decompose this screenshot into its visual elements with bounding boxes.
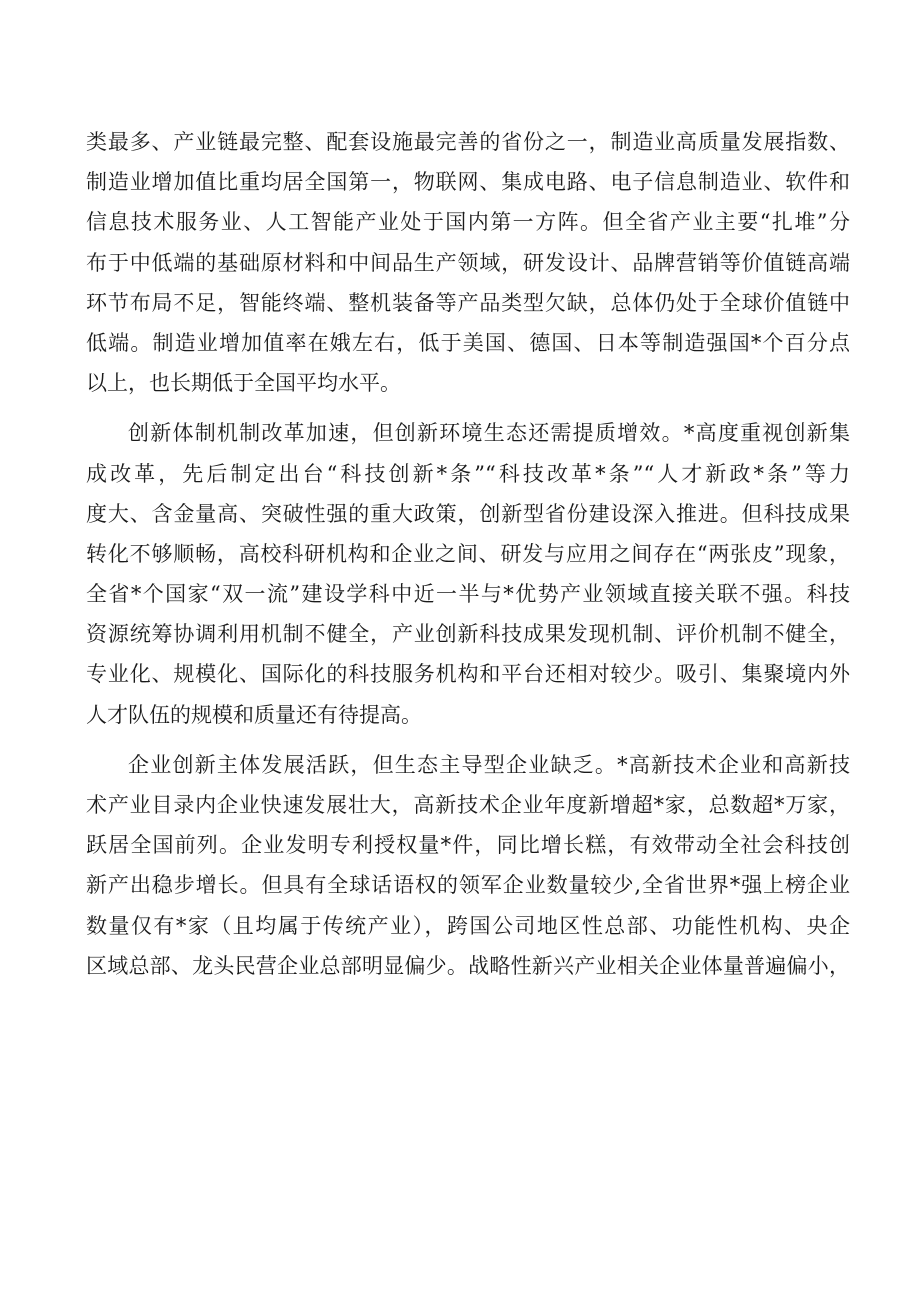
text-line: 术产业目录内企业快速发展壮大，高新技术企业年度新增超*家，总数超*万家， bbox=[86, 793, 850, 817]
text-line: 专业化、规模化、国际化的科技服务机构和平台还相对较少。吸引、集聚境内外 bbox=[86, 662, 850, 687]
paragraph bbox=[86, 745, 850, 986]
text-line: 布于中低端的基础原材料和中间品生产领域，研发设计、品牌营销等价值链高端 bbox=[86, 250, 850, 275]
document-body bbox=[86, 122, 850, 986]
text-line: 度大、含金量高、突破性强的重大政策，创新型省份建设深入推进。但科技成果 bbox=[86, 501, 850, 526]
text-line: 跃居全国前列。企业发明专利授权量*件，同比增长糕，有效带动全社会科技创 bbox=[86, 833, 850, 858]
text-line: 创新体制机制改革加速，但创新环境生态还需提质增效。*高度重视创新集 bbox=[128, 421, 850, 446]
text-line: 类最多、产业链最完整、配套设施最完善的省份之一，制造业高质量发展指数、 bbox=[86, 130, 850, 154]
text-line: 人才队伍的规模和质量还有待提高。 bbox=[86, 702, 422, 727]
text-line: 全省*个国家“双一流”建设学科中近一半与*优势产业领域直接关联不强。科技 bbox=[86, 582, 850, 607]
text-line: 信息技术服务业、人工智能产业处于国内第一方阵。但全省产业主要“扎堆”分 bbox=[86, 210, 850, 235]
text-line: 转化不够顺畅，高校科研机构和企业之间、研发与应用之间存在“两张皮”现象， bbox=[86, 541, 850, 566]
text-line: 环节布局不足，智能终端、整机装备等产品类型欠缺，总体仍处于全球价值链中 bbox=[86, 290, 850, 315]
text-line: 数量仅有*家（且均属于传统产业），跨国公司地区性总部、功能性机构、央企 bbox=[86, 913, 850, 938]
text-line: 制造业增加值比重均居全国第一，物联网、集成电路、电子信息制造业、软件和 bbox=[86, 170, 850, 195]
paragraph bbox=[86, 122, 850, 403]
text-line: 新产出稳步增长。但具有全球话语权的领军企业数量较少,全省世界*强上榜企业 bbox=[86, 873, 850, 898]
text-line: 企业创新主体发展活跃，但生态主导型企业缺乏。*高新技术企业和高新技 bbox=[128, 752, 850, 777]
text-line: 成改革，先后制定出台“科技创新*条”“科技改革*条”“人才新政*条”等力 bbox=[86, 461, 850, 486]
paragraph bbox=[86, 413, 850, 735]
text-line: 低端。制造业增加值率在娥左右，低于美国、德国、日本等制造强国*个百分点 bbox=[86, 330, 850, 355]
text-line: 区域总部、龙头民营企业总部明显偏少。战略性新兴产业相关企业体量普遍偏小， bbox=[86, 953, 850, 978]
text-line: 以上，也长期低于全国平均水平。 bbox=[86, 371, 401, 396]
text-line: 资源统筹协调利用机制不健全，产业创新科技成果发现机制、评价机制不健全， bbox=[86, 622, 850, 647]
